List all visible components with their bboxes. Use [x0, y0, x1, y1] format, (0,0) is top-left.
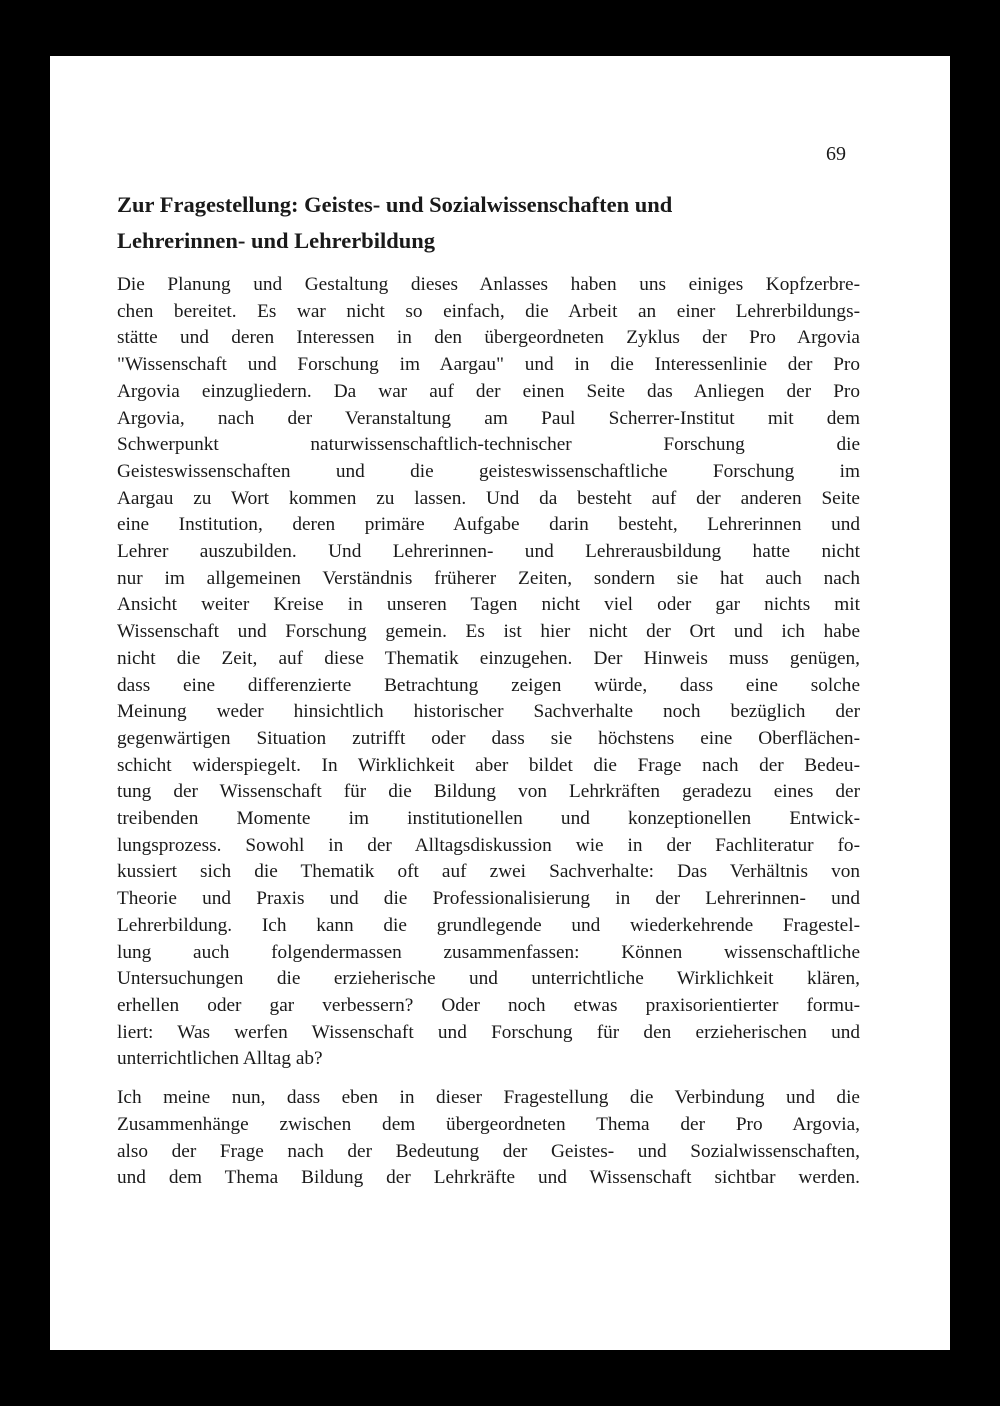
body-text — [117, 272, 860, 1192]
heading-line: Zur Fragestellung: Geistes- und Sozialwissenschaften und — [117, 192, 673, 217]
text-line: erhellen oder gar verbessern? Oder noch etwas praxisorientierter formu- — [117, 994, 860, 1016]
text-line: Geisteswissenschaften und die geisteswissenschaftliche Forschung im — [117, 460, 860, 482]
text-line: tung der Wissenschaft für die Bildung von Lehrkräften geradezu eines der — [117, 781, 860, 803]
text-line: Meinung weder hinsichtlich historischer Sachverhalte noch bezüglich der — [117, 701, 860, 723]
text-line: Wissenschaft und Forschung gemein. Es ist hier nicht der Ort und ich habe — [117, 621, 860, 643]
text-line: liert: Was werfen Wissenschaft und Forschung für den erzieherischen und — [117, 1021, 860, 1043]
text-line: "Wissenschaft und Forschung im Aargau" und in die Interessenlinie der Pro — [117, 354, 860, 376]
text-line: nur im allgemeinen Verständnis früherer Zeiten, sondern sie hat auch nach — [117, 567, 860, 589]
paragraph-2 — [117, 1085, 860, 1192]
text-line: Schwerpunkt naturwissenschaftlich-technischer Forschung die — [117, 434, 860, 456]
text-line: Argovia einzugliedern. Da war auf der einen Seite das Anliegen der Pro — [117, 380, 860, 402]
heading-line: Lehrerinnen- und Lehrerbildung — [117, 228, 435, 253]
text-line: dass eine differenzierte Betrachtung zeigen würde, dass eine solche — [117, 674, 860, 696]
text-line: Theorie und Praxis und die Professionalisierung in der Lehrerinnen- und — [117, 888, 860, 910]
text-line: lungsprozess. Sowohl in der Alltagsdiskussion wie in der Fachliteratur fo- — [117, 834, 860, 856]
text-line: unterrichtlichen Alltag ab? — [117, 1048, 323, 1070]
text-line: Lehrerbildung. Ich kann die grundlegende und wiederkehrende Fragestel- — [117, 914, 860, 936]
text-line: Lehrer auszubilden. Und Lehrerinnen- und Lehrerausbildung hatte nicht — [117, 541, 860, 563]
text-line: also der Frage nach der Bedeutung der Geistes- und Sozialwissenschaften, — [117, 1140, 860, 1162]
paragraph-spacer — [117, 1073, 860, 1085]
text-line: Argovia, nach der Veranstaltung am Paul Scherrer-Institut mit dem — [117, 407, 860, 429]
page-number: 69 — [826, 143, 846, 165]
text-line: Aargau zu Wort kommen zu lassen. Und da besteht auf der anderen Seite — [117, 487, 860, 509]
text-line: stätte und deren Interessen in den übergeordneten Zyklus der Pro Argovia — [117, 327, 860, 349]
text-line: lung auch folgendermassen zusammenfassen: Können wissenschaftliche — [117, 941, 860, 963]
text-line: Zusammenhänge zwischen dem übergeordneten Thema der Pro Argovia, — [117, 1113, 860, 1135]
section-heading — [117, 187, 857, 259]
text-line: und dem Thema Bildung der Lehrkräfte und Wissenschaft sichtbar werden. — [117, 1167, 860, 1189]
text-line: treibenden Momente im institutionellen und konzeptionellen Entwick- — [117, 808, 860, 830]
text-line: Ansicht weiter Kreise in unseren Tagen nicht viel oder gar nichts mit — [117, 594, 860, 616]
text-line: Untersuchungen die erzieherische und unterrichtliche Wirklichkeit klären, — [117, 968, 860, 990]
text-line: eine Institution, deren primäre Aufgabe darin besteht, Lehrerinnen und — [117, 514, 860, 536]
text-line: nicht die Zeit, auf diese Thematik einzugehen. Der Hinweis muss genügen, — [117, 647, 860, 669]
text-line: kussiert sich die Thematik oft auf zwei Sachverhalte: Das Verhältnis von — [117, 861, 860, 883]
paragraph-1 — [117, 272, 860, 1073]
text-line: Ich meine nun, dass eben in dieser Fragestellung die Verbindung und die — [117, 1087, 860, 1109]
text-line: Die Planung und Gestaltung dieses Anlasses haben uns einiges Kopfzerbre- — [117, 274, 860, 295]
text-line: chen bereitet. Es war nicht so einfach, die Arbeit an einer Lehrerbildungs- — [117, 300, 860, 322]
text-line: schicht widerspiegelt. In Wirklichkeit aber bildet die Frage nach der Bedeu- — [117, 754, 860, 776]
text-line: gegenwärtigen Situation zutrifft oder dass sie höchstens eine Oberflächen- — [117, 727, 860, 749]
